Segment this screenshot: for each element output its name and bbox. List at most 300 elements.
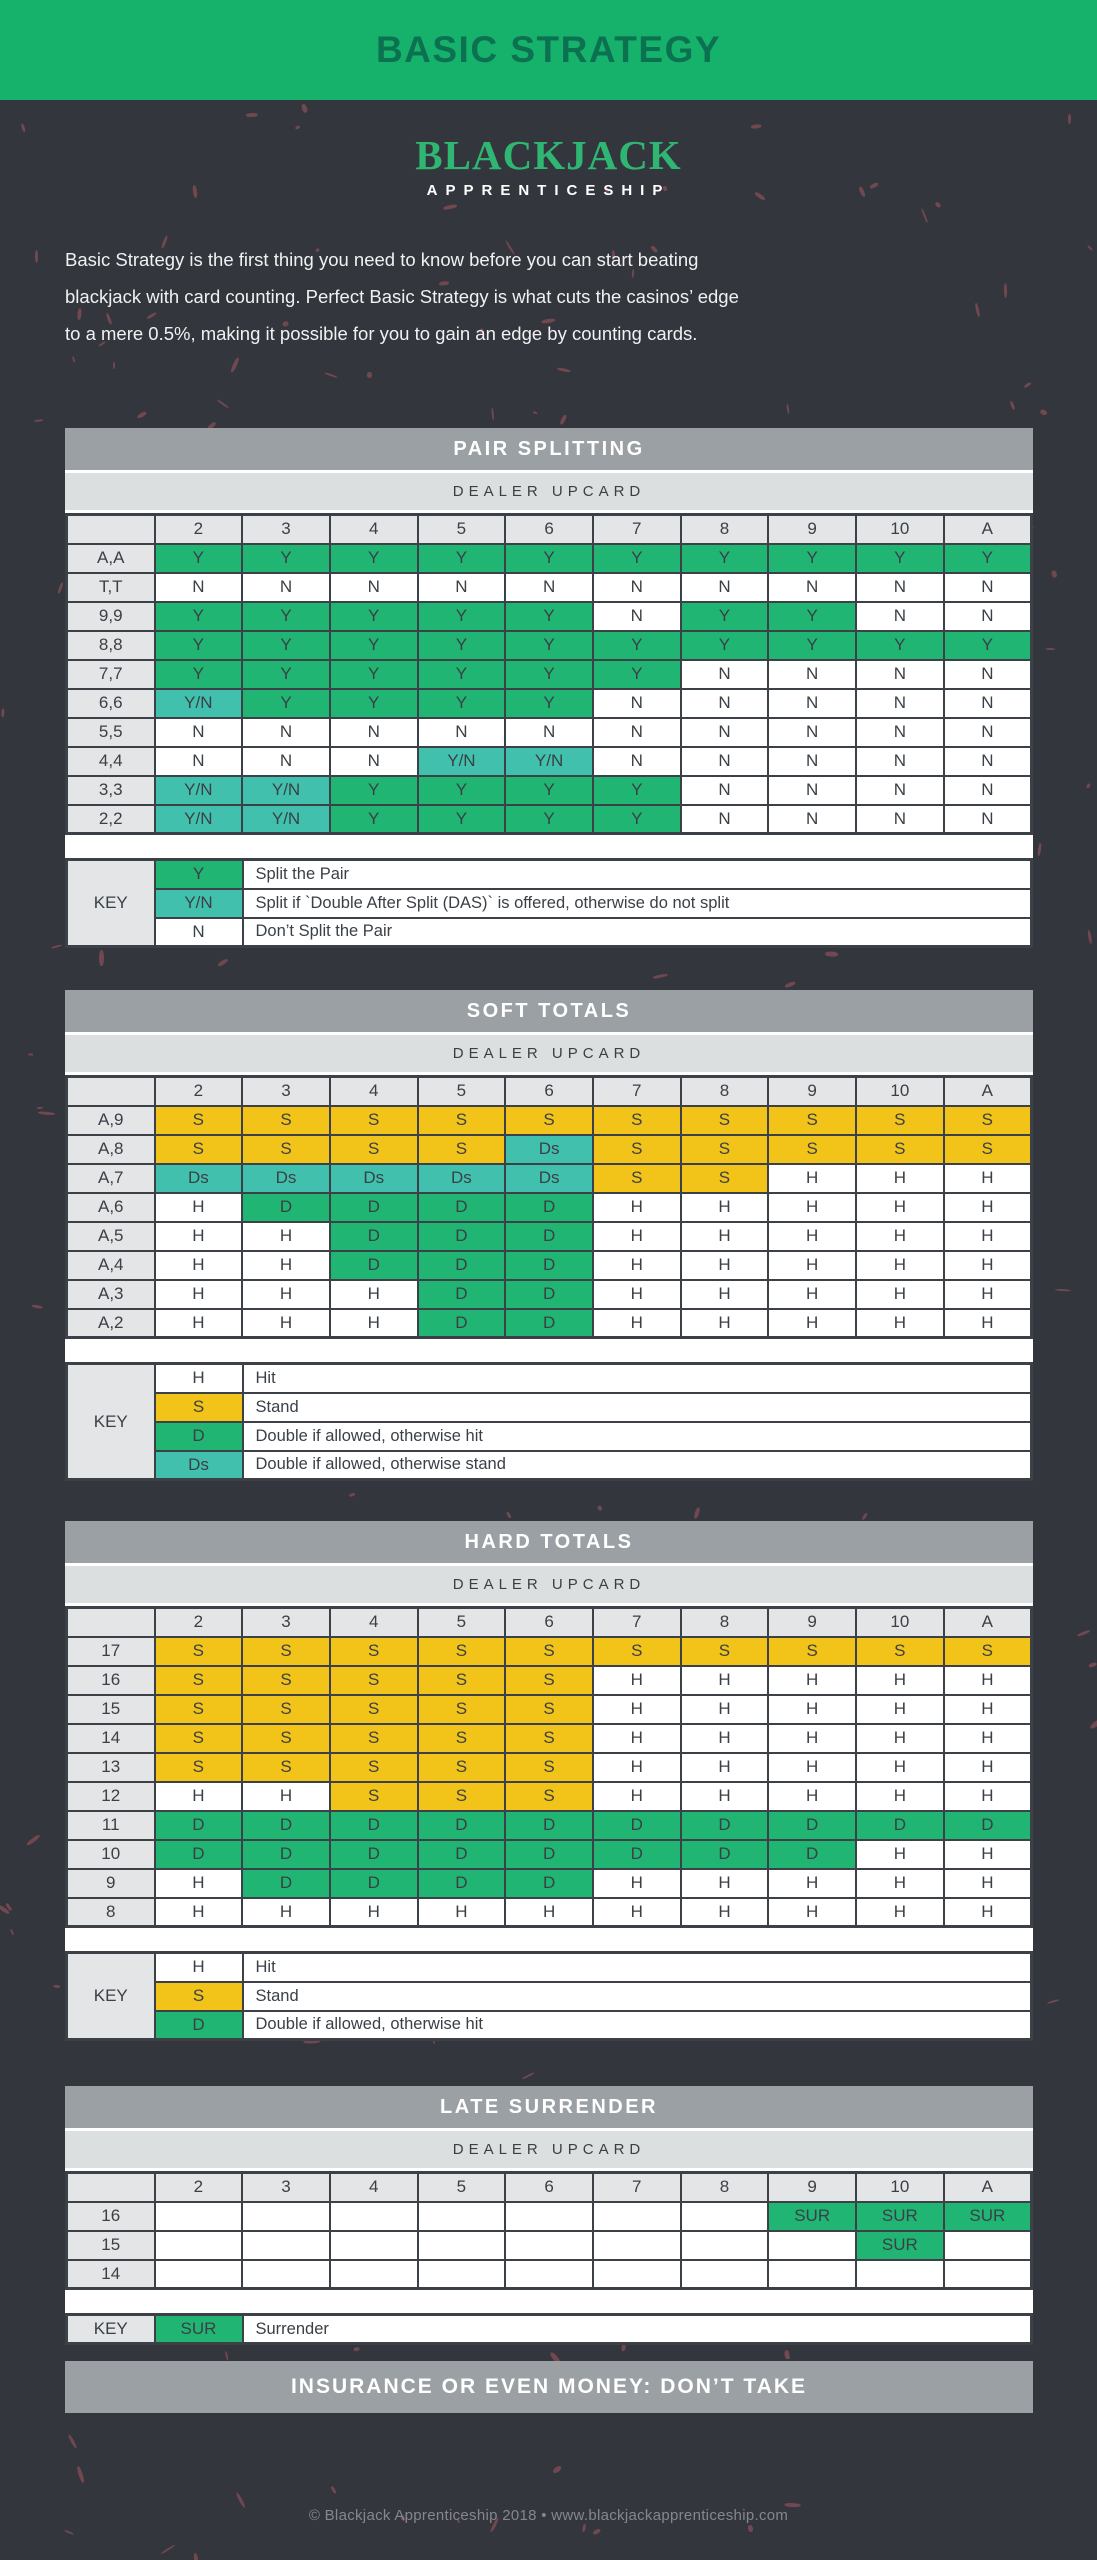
strategy-cell bbox=[505, 2202, 593, 2231]
strategy-cell: S bbox=[155, 1106, 243, 1135]
strategy-cell: H bbox=[768, 1898, 856, 1927]
col-header-6: 6 bbox=[505, 1608, 593, 1637]
col-header-6: 6 bbox=[505, 2173, 593, 2202]
strategy-cell: H bbox=[856, 1782, 944, 1811]
strategy-cell bbox=[330, 2202, 418, 2231]
strategy-cell: H bbox=[856, 1695, 944, 1724]
strategy-cell: Y bbox=[505, 631, 593, 660]
key-description: Hit bbox=[243, 1364, 1032, 1393]
strategy-cell: Y bbox=[768, 631, 856, 660]
row-label: 11 bbox=[67, 1811, 155, 1840]
table-row bbox=[67, 1164, 1032, 1193]
strategy-cell: H bbox=[768, 1164, 856, 1193]
strategy-cell: Y bbox=[681, 602, 769, 631]
strategy-cell: S bbox=[155, 1637, 243, 1666]
col-header-4: 4 bbox=[330, 1608, 418, 1637]
row-label: A,5 bbox=[67, 1222, 155, 1251]
strategy-cell: N bbox=[944, 689, 1032, 718]
late-surrender-section bbox=[65, 2086, 1033, 2345]
strategy-cell: Y bbox=[330, 689, 418, 718]
key-swatch: S bbox=[155, 1393, 243, 1422]
strategy-cell: N bbox=[856, 689, 944, 718]
strategy-cell bbox=[856, 2260, 944, 2289]
strategy-cell: H bbox=[768, 1782, 856, 1811]
strategy-cell: N bbox=[856, 602, 944, 631]
strategy-cell: S bbox=[418, 1106, 506, 1135]
strategy-cell: H bbox=[593, 1222, 681, 1251]
strategy-cell: S bbox=[242, 1753, 330, 1782]
table-row bbox=[67, 1695, 1032, 1724]
strategy-cell: S bbox=[242, 1106, 330, 1135]
strategy-cell: SUR bbox=[944, 2202, 1032, 2231]
strategy-cell: S bbox=[856, 1637, 944, 1666]
strategy-cell: Y bbox=[593, 544, 681, 573]
strategy-cell bbox=[418, 2231, 506, 2260]
strategy-cell: S bbox=[155, 1135, 243, 1164]
strategy-cell: H bbox=[593, 1193, 681, 1222]
late-surrender-grid bbox=[65, 2171, 1033, 2290]
strategy-cell: N bbox=[418, 718, 506, 747]
col-header-3: 3 bbox=[242, 1608, 330, 1637]
strategy-cell: Ds bbox=[505, 1135, 593, 1164]
strategy-cell bbox=[681, 2231, 769, 2260]
table-row bbox=[67, 631, 1032, 660]
col-header-2: 2 bbox=[155, 2173, 243, 2202]
section-title: LATE SURRENDER bbox=[440, 2095, 658, 2118]
key-swatch: H bbox=[155, 1364, 243, 1393]
strategy-cell: H bbox=[944, 1193, 1032, 1222]
strategy-cell: Y bbox=[944, 631, 1032, 660]
soft-totals-key bbox=[65, 1362, 1033, 1481]
strategy-cell: H bbox=[768, 1280, 856, 1309]
strategy-cell: S bbox=[681, 1135, 769, 1164]
strategy-cell: H bbox=[155, 1869, 243, 1898]
top-banner bbox=[0, 0, 1097, 100]
hard-totals-grid bbox=[65, 1606, 1033, 1928]
strategy-cell: H bbox=[944, 1666, 1032, 1695]
strategy-cell: D bbox=[418, 1222, 506, 1251]
strategy-cell: D bbox=[768, 1840, 856, 1869]
strategy-cell bbox=[593, 2260, 681, 2289]
strategy-cell: Y bbox=[418, 660, 506, 689]
strategy-cell: S bbox=[856, 1135, 944, 1164]
strategy-cell: Y bbox=[242, 602, 330, 631]
strategy-cell: H bbox=[681, 1695, 769, 1724]
strategy-cell: N bbox=[944, 776, 1032, 805]
row-label: 9 bbox=[67, 1869, 155, 1898]
strategy-cell: S bbox=[330, 1135, 418, 1164]
strategy-cell: H bbox=[681, 1309, 769, 1338]
strategy-cell bbox=[330, 2231, 418, 2260]
strategy-cell: H bbox=[593, 1309, 681, 1338]
row-label: A,2 bbox=[67, 1309, 155, 1338]
strategy-cell: S bbox=[418, 1135, 506, 1164]
section-title-bar bbox=[65, 1521, 1033, 1563]
strategy-cell: N bbox=[768, 718, 856, 747]
dealer-upcard-bar bbox=[65, 1566, 1033, 1603]
strategy-cell: H bbox=[593, 1280, 681, 1309]
strategy-cell bbox=[242, 2202, 330, 2231]
strategy-cell: H bbox=[681, 1222, 769, 1251]
strategy-cell: D bbox=[944, 1811, 1032, 1840]
col-header-8: 8 bbox=[681, 1608, 769, 1637]
strategy-cell bbox=[418, 2260, 506, 2289]
strategy-cell: Y bbox=[242, 544, 330, 573]
strategy-cell: D bbox=[681, 1840, 769, 1869]
strategy-cell: N bbox=[768, 660, 856, 689]
table-row bbox=[67, 2202, 1032, 2231]
soft-totals-section bbox=[65, 990, 1033, 1481]
strategy-cell: N bbox=[242, 747, 330, 776]
strategy-cell: S bbox=[505, 1782, 593, 1811]
table-spacer bbox=[65, 1928, 1033, 1948]
strategy-cell: Y bbox=[418, 805, 506, 834]
footer-copyright: © Blackjack Apprenticeship 2018 • www.blackjackapprenticeship.com bbox=[308, 2507, 789, 2525]
strategy-cell: N bbox=[330, 573, 418, 602]
col-header-10: 10 bbox=[856, 1077, 944, 1106]
strategy-cell: H bbox=[681, 1782, 769, 1811]
key-row bbox=[67, 1982, 1032, 2011]
table-row bbox=[67, 1753, 1032, 1782]
section-title-bar bbox=[65, 428, 1033, 470]
strategy-cell: H bbox=[944, 1309, 1032, 1338]
strategy-cell: H bbox=[681, 1724, 769, 1753]
row-label: 16 bbox=[67, 1666, 155, 1695]
key-swatch: Y bbox=[155, 860, 243, 889]
key-description: Don’t Split the Pair bbox=[243, 918, 1032, 947]
strategy-cell: S bbox=[330, 1782, 418, 1811]
key-row bbox=[67, 1451, 1032, 1480]
strategy-cell: N bbox=[856, 573, 944, 602]
grid-header-row bbox=[67, 1608, 1032, 1637]
intro-paragraph bbox=[65, 241, 1050, 352]
strategy-cell bbox=[242, 2231, 330, 2260]
strategy-cell: H bbox=[593, 1753, 681, 1782]
strategy-cell bbox=[944, 2260, 1032, 2289]
strategy-cell: Y bbox=[418, 689, 506, 718]
col-header-10: 10 bbox=[856, 1608, 944, 1637]
row-label: 6,6 bbox=[67, 689, 155, 718]
dealer-upcard-label: DEALER UPCARD bbox=[452, 2141, 646, 2159]
strategy-cell: Ds bbox=[155, 1164, 243, 1193]
section-title: PAIR SPLITTING bbox=[453, 437, 645, 460]
strategy-cell: H bbox=[856, 1840, 944, 1869]
strategy-cell: H bbox=[155, 1280, 243, 1309]
strategy-cell: Y bbox=[768, 602, 856, 631]
strategy-cell: Y bbox=[330, 602, 418, 631]
key-swatch: Ds bbox=[155, 1451, 243, 1480]
table-row bbox=[67, 2260, 1032, 2289]
key-row bbox=[67, 918, 1032, 947]
table-row bbox=[67, 660, 1032, 689]
strategy-cell: Y bbox=[593, 776, 681, 805]
strategy-cell: D bbox=[155, 1840, 243, 1869]
strategy-cell: N bbox=[944, 747, 1032, 776]
strategy-cell: H bbox=[505, 1898, 593, 1927]
strategy-cell: Y bbox=[242, 689, 330, 718]
table-row bbox=[67, 2231, 1032, 2260]
strategy-cell: S bbox=[242, 1695, 330, 1724]
strategy-cell: S bbox=[242, 1637, 330, 1666]
dealer-upcard-label: DEALER UPCARD bbox=[452, 1576, 646, 1594]
strategy-cell: D bbox=[155, 1811, 243, 1840]
strategy-cell: S bbox=[505, 1637, 593, 1666]
strategy-cell: H bbox=[944, 1898, 1032, 1927]
strategy-cell: N bbox=[768, 805, 856, 834]
strategy-cell: N bbox=[944, 718, 1032, 747]
strategy-cell: N bbox=[856, 776, 944, 805]
strategy-cell: N bbox=[681, 689, 769, 718]
strategy-cell: H bbox=[944, 1782, 1032, 1811]
strategy-cell: Y bbox=[505, 602, 593, 631]
page-title: BASIC STRATEGY bbox=[375, 29, 722, 70]
table-row bbox=[67, 1222, 1032, 1251]
strategy-cell: H bbox=[856, 1222, 944, 1251]
col-header-A: A bbox=[944, 1608, 1032, 1637]
strategy-cell: D bbox=[505, 1869, 593, 1898]
strategy-cell bbox=[593, 2202, 681, 2231]
key-description: Double if allowed, otherwise hit bbox=[243, 2011, 1032, 2040]
strategy-cell: S bbox=[330, 1106, 418, 1135]
pair-splitting-grid bbox=[65, 513, 1033, 835]
col-header-5: 5 bbox=[418, 1077, 506, 1106]
strategy-cell bbox=[768, 2231, 856, 2260]
table-row bbox=[67, 1811, 1032, 1840]
key-swatch: D bbox=[155, 1422, 243, 1451]
table-row bbox=[67, 1666, 1032, 1695]
strategy-cell: D bbox=[505, 1811, 593, 1840]
strategy-cell: H bbox=[593, 1782, 681, 1811]
strategy-cell: H bbox=[856, 1280, 944, 1309]
strategy-cell: N bbox=[768, 689, 856, 718]
strategy-cell bbox=[242, 2260, 330, 2289]
strategy-cell: H bbox=[593, 1869, 681, 1898]
table-spacer bbox=[65, 835, 1033, 855]
strategy-cell: Y bbox=[330, 660, 418, 689]
col-header-A: A bbox=[944, 1077, 1032, 1106]
strategy-cell: N bbox=[242, 573, 330, 602]
table-row bbox=[67, 1135, 1032, 1164]
strategy-cell: H bbox=[768, 1695, 856, 1724]
strategy-cell: D bbox=[330, 1251, 418, 1280]
key-description: Surrender bbox=[243, 2315, 1032, 2344]
speckle-decoration bbox=[592, 2529, 601, 2536]
table-spacer bbox=[65, 1339, 1033, 1359]
strategy-cell: N bbox=[330, 747, 418, 776]
col-header-4: 4 bbox=[330, 515, 418, 544]
strategy-cell: N bbox=[418, 573, 506, 602]
pair-splitting-section bbox=[65, 428, 1033, 948]
table-row bbox=[67, 805, 1032, 834]
strategy-cell: Y bbox=[505, 660, 593, 689]
strategy-cell bbox=[155, 2231, 243, 2260]
strategy-cell: D bbox=[242, 1193, 330, 1222]
strategy-cell: D bbox=[418, 1869, 506, 1898]
key-description: Stand bbox=[243, 1982, 1032, 2011]
col-header-10: 10 bbox=[856, 2173, 944, 2202]
strategy-cell: H bbox=[681, 1251, 769, 1280]
grid-header-row bbox=[67, 2173, 1032, 2202]
strategy-cell: H bbox=[944, 1695, 1032, 1724]
row-label: A,7 bbox=[67, 1164, 155, 1193]
strategy-cell: S bbox=[330, 1695, 418, 1724]
key-row bbox=[67, 1422, 1032, 1451]
strategy-cell: Y bbox=[330, 631, 418, 660]
section-title: SOFT TOTALS bbox=[466, 999, 632, 1022]
strategy-cell: Y bbox=[681, 544, 769, 573]
strategy-cell: H bbox=[768, 1193, 856, 1222]
strategy-cell: N bbox=[681, 573, 769, 602]
strategy-cell: Y/N bbox=[418, 747, 506, 776]
table-row bbox=[67, 1869, 1032, 1898]
table-row bbox=[67, 1637, 1032, 1666]
strategy-cell: H bbox=[155, 1309, 243, 1338]
strategy-cell: D bbox=[242, 1869, 330, 1898]
strategy-cell: N bbox=[505, 718, 593, 747]
strategy-cell: D bbox=[242, 1811, 330, 1840]
dealer-upcard-bar bbox=[65, 1035, 1033, 1072]
strategy-cell: Y/N bbox=[242, 776, 330, 805]
strategy-cell: N bbox=[856, 660, 944, 689]
strategy-cell: S bbox=[418, 1782, 506, 1811]
strategy-cell: N bbox=[944, 660, 1032, 689]
row-label: 10 bbox=[67, 1840, 155, 1869]
strategy-cell: D bbox=[418, 1840, 506, 1869]
col-header-8: 8 bbox=[681, 2173, 769, 2202]
row-label: A,3 bbox=[67, 1280, 155, 1309]
strategy-cell: N bbox=[681, 776, 769, 805]
strategy-cell: H bbox=[330, 1280, 418, 1309]
strategy-cell: Y bbox=[330, 805, 418, 834]
col-header-5: 5 bbox=[418, 1608, 506, 1637]
row-label: 17 bbox=[67, 1637, 155, 1666]
strategy-cell: H bbox=[856, 1193, 944, 1222]
strategy-cell: N bbox=[768, 573, 856, 602]
table-row bbox=[67, 573, 1032, 602]
insurance-banner-text: INSURANCE OR EVEN MONEY: DON’T TAKE bbox=[290, 2375, 808, 2399]
strategy-cell: S bbox=[418, 1695, 506, 1724]
strategy-cell: N bbox=[768, 776, 856, 805]
strategy-cell: H bbox=[944, 1164, 1032, 1193]
dealer-upcard-bar bbox=[65, 473, 1033, 510]
strategy-cell: D bbox=[330, 1222, 418, 1251]
strategy-cell: N bbox=[944, 602, 1032, 631]
strategy-cell: S bbox=[505, 1666, 593, 1695]
col-header-7: 7 bbox=[593, 1608, 681, 1637]
strategy-cell: H bbox=[944, 1753, 1032, 1782]
strategy-cell: D bbox=[593, 1811, 681, 1840]
logo-wordmark: BLACKJACK bbox=[415, 132, 682, 178]
key-row bbox=[67, 1393, 1032, 1422]
key-description: Hit bbox=[243, 1953, 1032, 1982]
grid-header-row bbox=[67, 1077, 1032, 1106]
strategy-cell: H bbox=[593, 1724, 681, 1753]
strategy-cell: H bbox=[768, 1753, 856, 1782]
strategy-cell: S bbox=[593, 1106, 681, 1135]
key-label: KEY bbox=[67, 1953, 155, 2040]
key-swatch: SUR bbox=[155, 2315, 243, 2344]
strategy-cell: S bbox=[944, 1106, 1032, 1135]
strategy-cell bbox=[944, 2231, 1032, 2260]
strategy-cell bbox=[681, 2202, 769, 2231]
strategy-cell: H bbox=[856, 1869, 944, 1898]
strategy-cell: Y/N bbox=[155, 689, 243, 718]
strategy-cell bbox=[155, 2260, 243, 2289]
col-header-2: 2 bbox=[155, 1077, 243, 1106]
strategy-cell: SUR bbox=[856, 2202, 944, 2231]
strategy-cell: Y bbox=[856, 631, 944, 660]
col-header-A: A bbox=[944, 515, 1032, 544]
strategy-cell: H bbox=[155, 1898, 243, 1927]
col-header-7: 7 bbox=[593, 2173, 681, 2202]
strategy-cell: Y bbox=[593, 805, 681, 834]
corner-cell bbox=[67, 1077, 155, 1106]
strategy-cell: D bbox=[593, 1840, 681, 1869]
col-header-9: 9 bbox=[768, 1077, 856, 1106]
strategy-cell: D bbox=[681, 1811, 769, 1840]
strategy-cell: N bbox=[681, 660, 769, 689]
strategy-cell: H bbox=[155, 1782, 243, 1811]
strategy-cell: D bbox=[418, 1811, 506, 1840]
strategy-cell: Y bbox=[681, 631, 769, 660]
strategy-cell: H bbox=[681, 1666, 769, 1695]
row-label: 14 bbox=[67, 2260, 155, 2289]
strategy-cell: S bbox=[505, 1724, 593, 1753]
key-row bbox=[67, 860, 1032, 889]
row-label: A,4 bbox=[67, 1251, 155, 1280]
strategy-cell: N bbox=[593, 718, 681, 747]
strategy-cell: D bbox=[418, 1309, 506, 1338]
key-row bbox=[67, 2011, 1032, 2040]
intro-line: to a mere 0.5%, making it possible for you to gain an edge by counting cards. bbox=[65, 323, 698, 345]
strategy-cell: S bbox=[330, 1724, 418, 1753]
key-description: Double if allowed, otherwise stand bbox=[243, 1451, 1032, 1480]
strategy-cell bbox=[768, 2260, 856, 2289]
strategy-cell: N bbox=[593, 689, 681, 718]
table-row bbox=[67, 776, 1032, 805]
col-header-3: 3 bbox=[242, 515, 330, 544]
strategy-cell: S bbox=[242, 1724, 330, 1753]
corner-cell bbox=[67, 1608, 155, 1637]
strategy-cell bbox=[681, 2260, 769, 2289]
strategy-cell: H bbox=[155, 1251, 243, 1280]
strategy-cell: H bbox=[944, 1869, 1032, 1898]
strategy-cell: H bbox=[330, 1309, 418, 1338]
strategy-cell: Y bbox=[418, 544, 506, 573]
table-row bbox=[67, 718, 1032, 747]
row-label: A,8 bbox=[67, 1135, 155, 1164]
strategy-cell: Ds bbox=[242, 1164, 330, 1193]
strategy-cell: N bbox=[681, 718, 769, 747]
strategy-cell: Y/N bbox=[242, 805, 330, 834]
strategy-cell: S bbox=[155, 1724, 243, 1753]
speckle-decoration bbox=[160, 2544, 175, 2555]
strategy-cell: Y bbox=[155, 631, 243, 660]
strategy-cell: H bbox=[242, 1309, 330, 1338]
row-label: 15 bbox=[67, 2231, 155, 2260]
strategy-cell: D bbox=[505, 1840, 593, 1869]
strategy-cell: D bbox=[330, 1869, 418, 1898]
strategy-cell bbox=[505, 2260, 593, 2289]
strategy-cell: S bbox=[505, 1695, 593, 1724]
strategy-cell: D bbox=[418, 1280, 506, 1309]
strategy-cell: Y bbox=[330, 544, 418, 573]
strategy-cell: Ds bbox=[330, 1164, 418, 1193]
key-label: KEY bbox=[67, 860, 155, 947]
table-row bbox=[67, 602, 1032, 631]
strategy-cell: S bbox=[155, 1695, 243, 1724]
intro-line: Basic Strategy is the first thing you need to know before you can start beating bbox=[65, 249, 699, 271]
